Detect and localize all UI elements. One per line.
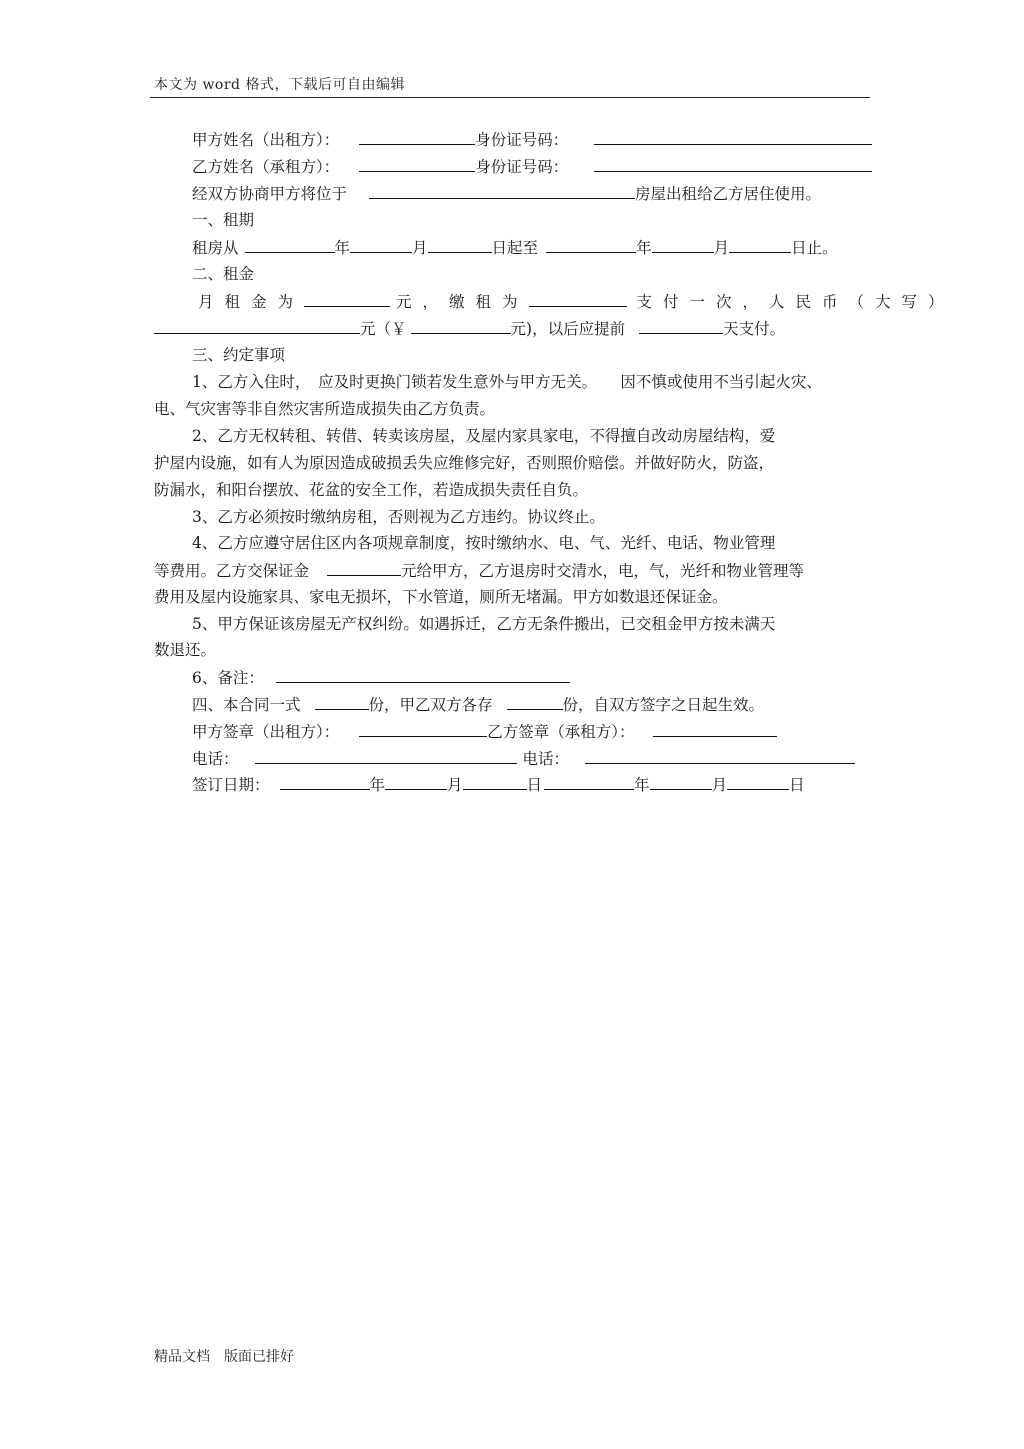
clause-5-line-2: 数退还。 [154, 641, 217, 659]
days-pay-label: 天支付。 [723, 320, 786, 338]
signature-row [192, 721, 777, 741]
tenant-phone-label: 电话： [522, 750, 570, 768]
clause-6 [192, 667, 570, 687]
deposit-field[interactable] [327, 560, 401, 576]
sign-date-row [192, 774, 805, 794]
landlord-date-month-label: 月 [447, 776, 463, 794]
tenant-date-month-field[interactable] [650, 774, 712, 790]
deposit-suffix: 元给甲方，乙方退房时交清水，电，气，光纤和物业管理等 [401, 562, 805, 580]
clause-1-line-1: 1、乙方入住时， 应及时更换门锁若发生意外与甲方无关。 因不慎或使用不当引起火灾、 [192, 373, 822, 391]
page-header: 本文为 word 格式，下载后可自由编辑 [154, 77, 405, 93]
end-year-label: 年 [636, 239, 652, 257]
deposit-label: 等费用。乙方交保证金 [154, 562, 310, 580]
clause-3: 3、乙方必须按时缴纳房租，否则视为乙方违约。协议终止。 [192, 508, 605, 526]
property-address-field[interactable] [369, 183, 635, 199]
pay-once-label: 支付一次，人民币（大写） [636, 293, 955, 311]
landlord-sign-label: 甲方签章（出租方）： [192, 723, 340, 741]
start-day-label: 日起至 [491, 239, 539, 257]
tenant-date-day-label: 日 [789, 776, 805, 794]
copies-label: 四、本合同一式 [192, 696, 301, 714]
clause-4-line-2 [154, 560, 804, 580]
landlord-id-label: 身份证号码： [475, 131, 569, 149]
rent-amount-number-field[interactable] [411, 318, 511, 334]
copies-total-field[interactable] [315, 694, 369, 710]
tenant-date-month-label: 月 [711, 776, 728, 794]
copies-each-field[interactable] [507, 694, 563, 710]
rent-row [198, 291, 955, 311]
phone-row [192, 748, 855, 768]
landlord-phone-label: 电话： [192, 750, 239, 768]
landlord-name-label: 甲方姓名（出租方）： [192, 131, 340, 149]
end-day-label: 日止。 [791, 239, 838, 257]
start-month-label: 月 [412, 239, 428, 257]
yuan-paren-label: 元（￥ [360, 320, 407, 338]
pay-label: 缴租为 [449, 293, 529, 311]
section-copies-row [192, 694, 764, 714]
term-from-label: 租房从 [192, 239, 239, 257]
clause-1-line-2: 电、气灾害等非自然灾害所造成损失由乙方负责。 [154, 400, 496, 418]
landlord-phone-field[interactable] [255, 748, 517, 764]
tenant-date-year-field[interactable] [544, 774, 634, 790]
clause-2-line-3: 防漏水，和阳台摆放、花盆的安全工作，若造成损失责任自负。 [154, 481, 589, 499]
copies-each-label: 份，甲乙双方各存 [368, 696, 493, 714]
start-day-field[interactable] [428, 237, 492, 253]
term-row [192, 237, 838, 257]
landlord-date-year-label: 年 [369, 776, 386, 794]
tenant-id-label: 身份证号码： [475, 158, 569, 176]
clause-5-line-1: 5、甲方保证该房屋无产权纠纷。如遇拆迁，乙方无条件搬出，已交租金甲方按未满天 [192, 615, 776, 633]
rent-yuan-label: 元， [396, 293, 450, 311]
advance-label: 元)，以后应提前 [510, 320, 626, 338]
header-divider [150, 97, 870, 98]
remarks-field[interactable] [276, 667, 570, 683]
clause-2-line-1: 2、乙方无权转租、转借、转卖该房屋，及屋内家具家电，不得擅自改动房屋结构，爱 [192, 427, 776, 445]
clause-4-line-3: 费用及屋内设施家具、家电无损坏，下水管道，厕所无堵漏。甲方如数退还保证金。 [154, 588, 728, 606]
tenant-date-day-field[interactable] [727, 774, 789, 790]
rent-amount-words-field[interactable] [154, 318, 360, 334]
tenant-id-field[interactable] [594, 156, 872, 172]
tenant-name-field[interactable] [359, 156, 475, 172]
tenant-date-year-label: 年 [634, 776, 650, 794]
landlord-date-year-field[interactable] [280, 774, 370, 790]
pay-period-field[interactable] [529, 291, 627, 307]
start-year-label: 年 [334, 239, 351, 257]
landlord-name-field[interactable] [359, 129, 475, 145]
property-prefix: 经双方协商甲方将位于 [192, 185, 348, 203]
tenant-row [192, 156, 872, 176]
section-terms-title: 三、约定事项 [192, 346, 286, 364]
landlord-row [192, 129, 872, 149]
landlord-date-month-field[interactable] [385, 774, 447, 790]
landlord-sign-field[interactable] [359, 721, 487, 737]
tenant-name-label: 乙方姓名（承租方）： [192, 158, 340, 176]
copies-effect-label: 份，自双方签字之日起生效。 [562, 696, 765, 714]
monthly-rent-label: 月租金为 [198, 293, 305, 311]
page-footer: 精品文档 版面已排好 [154, 1349, 294, 1365]
landlord-date-day-field[interactable] [463, 774, 527, 790]
tenant-phone-field[interactable] [585, 748, 855, 764]
tenant-sign-field[interactable] [653, 721, 777, 737]
end-month-field[interactable] [652, 237, 714, 253]
property-suffix: 房屋出租给乙方居住使用。 [635, 185, 822, 203]
advance-days-field[interactable] [639, 318, 723, 334]
property-row [192, 183, 821, 203]
clause-4-line-1: 4、乙方应遵守居住区内各项规章制度，按时缴纳水、电、气、光纤、电话、物业管理 [192, 534, 776, 552]
end-year-field[interactable] [546, 237, 636, 253]
start-month-field[interactable] [350, 237, 412, 253]
sign-date-label: 签订日期： [192, 776, 270, 794]
section-term-title: 一、租期 [192, 211, 255, 229]
clause-2-line-2: 护屋内设施，如有人为原因造成破损丢失应维修完好，否则照价赔偿。并做好防火，防盗， [154, 454, 775, 472]
landlord-id-field[interactable] [594, 129, 872, 145]
tenant-sign-label: 乙方签章（承租方）： [487, 723, 635, 741]
end-month-label: 月 [713, 239, 730, 257]
section-rent-title: 二、租金 [192, 265, 255, 283]
landlord-date-day-label: 日 [526, 776, 543, 794]
rent-amount-row [154, 318, 785, 338]
start-year-field[interactable] [245, 237, 335, 253]
end-day-field[interactable] [729, 237, 791, 253]
remarks-label: 6、备注： [192, 669, 264, 687]
monthly-rent-field[interactable] [304, 291, 390, 307]
